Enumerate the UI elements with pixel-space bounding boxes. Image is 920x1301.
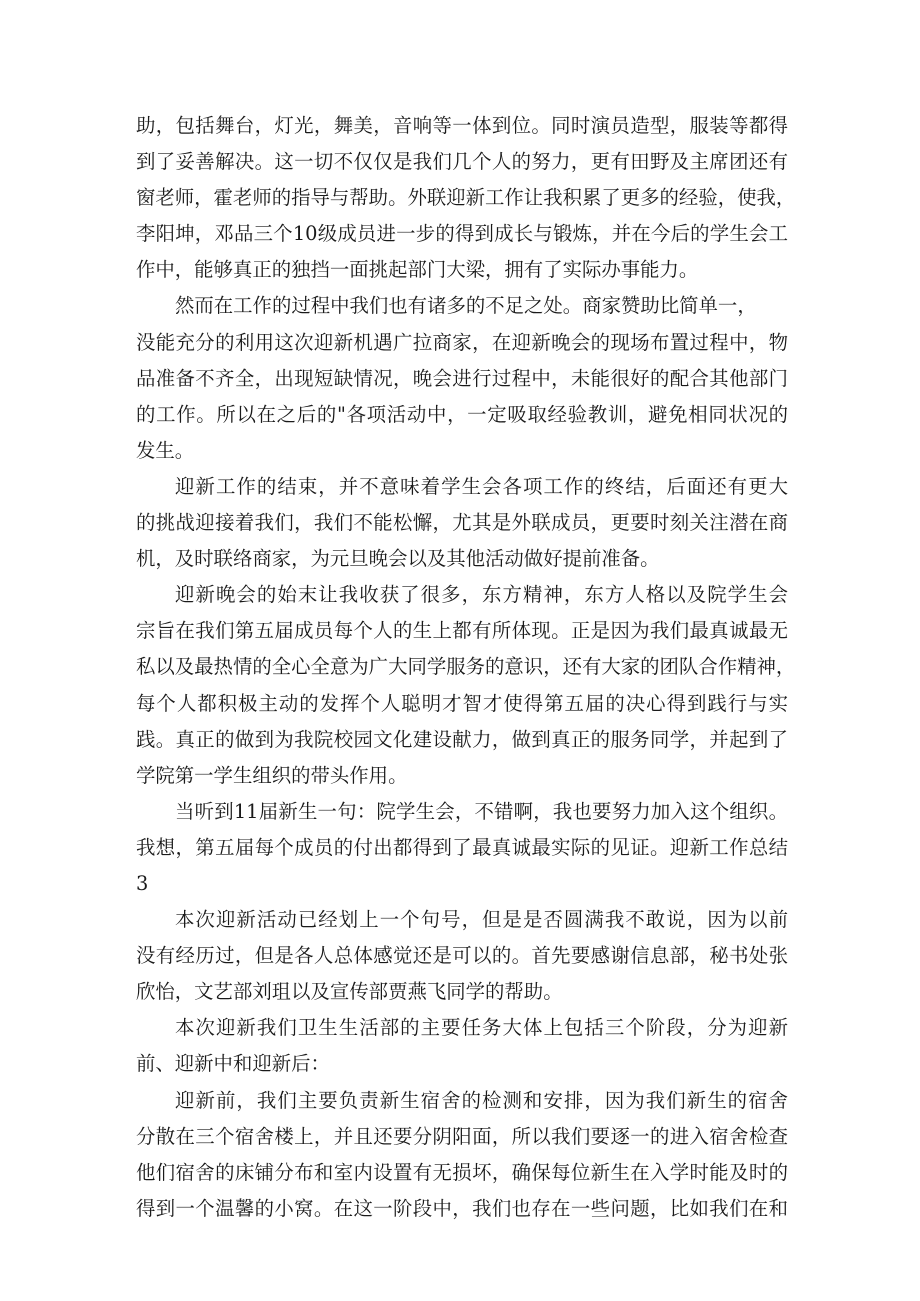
text-line: 当听到11届新生一句：院学生会，不错啊，我也要努力加入这个组织。 xyxy=(175,799,788,823)
text-line: 的工作。所以在之后的"各项活动中，一定吸取经验教训，避免相同状况的 xyxy=(136,402,788,426)
text-line: 践。真正的做到为我院校园文化建设献力，做到真正的服务同学，并起到了 xyxy=(136,727,788,751)
text-line: 他们宿舍的床铺分布和室内设置有无损坏，确保每位新生在入学时能及时的 xyxy=(136,1160,788,1184)
text-line: 到了妥善解决。这一切不仅仅是我们几个人的努力，更有田野及主席团还有 xyxy=(136,150,788,174)
text-line: 品准备不齐全，出现短缺情况，晚会进行过程中，未能很好的配合其他部门 xyxy=(136,366,788,390)
paragraph-7 xyxy=(136,1010,788,1082)
text-line: 迎新前，我们主要负责新生宿舍的检测和安排，因为我们新生的宿舍 xyxy=(175,1088,788,1112)
paragraph-2 xyxy=(136,288,788,468)
text-line: 迎新工作的结束，并不意味着学生会各项工作的终结，后面还有更大 xyxy=(175,474,788,498)
paragraph-5 xyxy=(136,794,788,902)
text-line: 助，包括舞台，灯光，舞美，音响等一体到位。同时演员造型，服装等都得 xyxy=(136,114,788,137)
paragraph-8 xyxy=(136,1083,788,1227)
text-line: 迎新晚会的始末让我收获了很多，东方精神，东方人格以及院学生会 xyxy=(175,583,788,607)
text-line: 分散在三个宿舍楼上，并且还要分阴阳面，所以我们要逐一的进入宿舍检查 xyxy=(136,1124,788,1148)
text-line: 得到一个温馨的小窝。在这一阶段中，我们也存在一些问题，比如我们在和 xyxy=(136,1196,788,1220)
text-line: 没能充分的利用这次迎新机遇广拉商家，在迎新晚会的现场布置过程中，物 xyxy=(136,330,788,354)
document-body xyxy=(136,108,796,1227)
text-line: 李阳坤，邓品三个10级成员进一步的得到成长与锻炼，并在今后的学生会工 xyxy=(136,222,788,246)
text-line: 学院第一学生组织的带头作用。 xyxy=(136,763,408,787)
paragraph-6 xyxy=(136,902,788,1010)
text-line: 私以及最热情的全心全意为广大同学服务的意识，还有大家的团队合作精神， xyxy=(136,655,796,679)
text-line: 没有经历过，但是各人总体感觉还是可以的。首先要感谢信息部，秘书处张 xyxy=(136,944,788,968)
text-line: 前、迎新中和迎新后： xyxy=(136,1052,330,1076)
text-line: 的挑战迎接着我们，我们不能松懈，尤其是外联成员，更要时刻关注潜在商 xyxy=(136,511,788,535)
text-line: 发生。 xyxy=(136,438,195,462)
paragraph-3 xyxy=(136,469,788,577)
text-line: 本次迎新我们卫生生活部的主要任务大体上包括三个阶段，分为迎新 xyxy=(175,1016,788,1040)
text-line: 欣怡，文艺部刘珇以及宣传部贾燕飞同学的帮助。 xyxy=(136,980,563,1004)
text-line: 窗老师，霍老师的指导与帮助。外联迎新工作让我积累了更多的经验，使我， xyxy=(136,186,796,210)
text-line: 我想，第五届每个成员的付出都得到了最真诚最实际的见证。迎新工作总结 xyxy=(136,835,788,859)
text-line: 宗旨在我们第五届成员每个人的生上都有所体现。正是因为我们最真诚最无 xyxy=(136,619,788,643)
text-line: 本次迎新活动已经划上一个句号，但是是否圆满我不敢说，因为以前 xyxy=(175,908,788,932)
text-line: 作中，能够真正的独挡一面挑起部门大梁，拥有了实际办事能力。 xyxy=(136,258,699,282)
paragraph-1 xyxy=(136,108,796,288)
text-line: 然而在工作的过程中我们也有诸多的不足之处。商家赞助比简单一， xyxy=(175,294,757,318)
text-line: 每个人都积极主动的发挥个人聪明才智才使得第五届的决心得到践行与实 xyxy=(136,691,788,715)
text-line: 机，及时联络商家，为元旦晚会以及其他活动做好提前准备。 xyxy=(136,547,660,571)
paragraph-4 xyxy=(136,577,796,794)
text-line: 3 xyxy=(136,871,149,895)
